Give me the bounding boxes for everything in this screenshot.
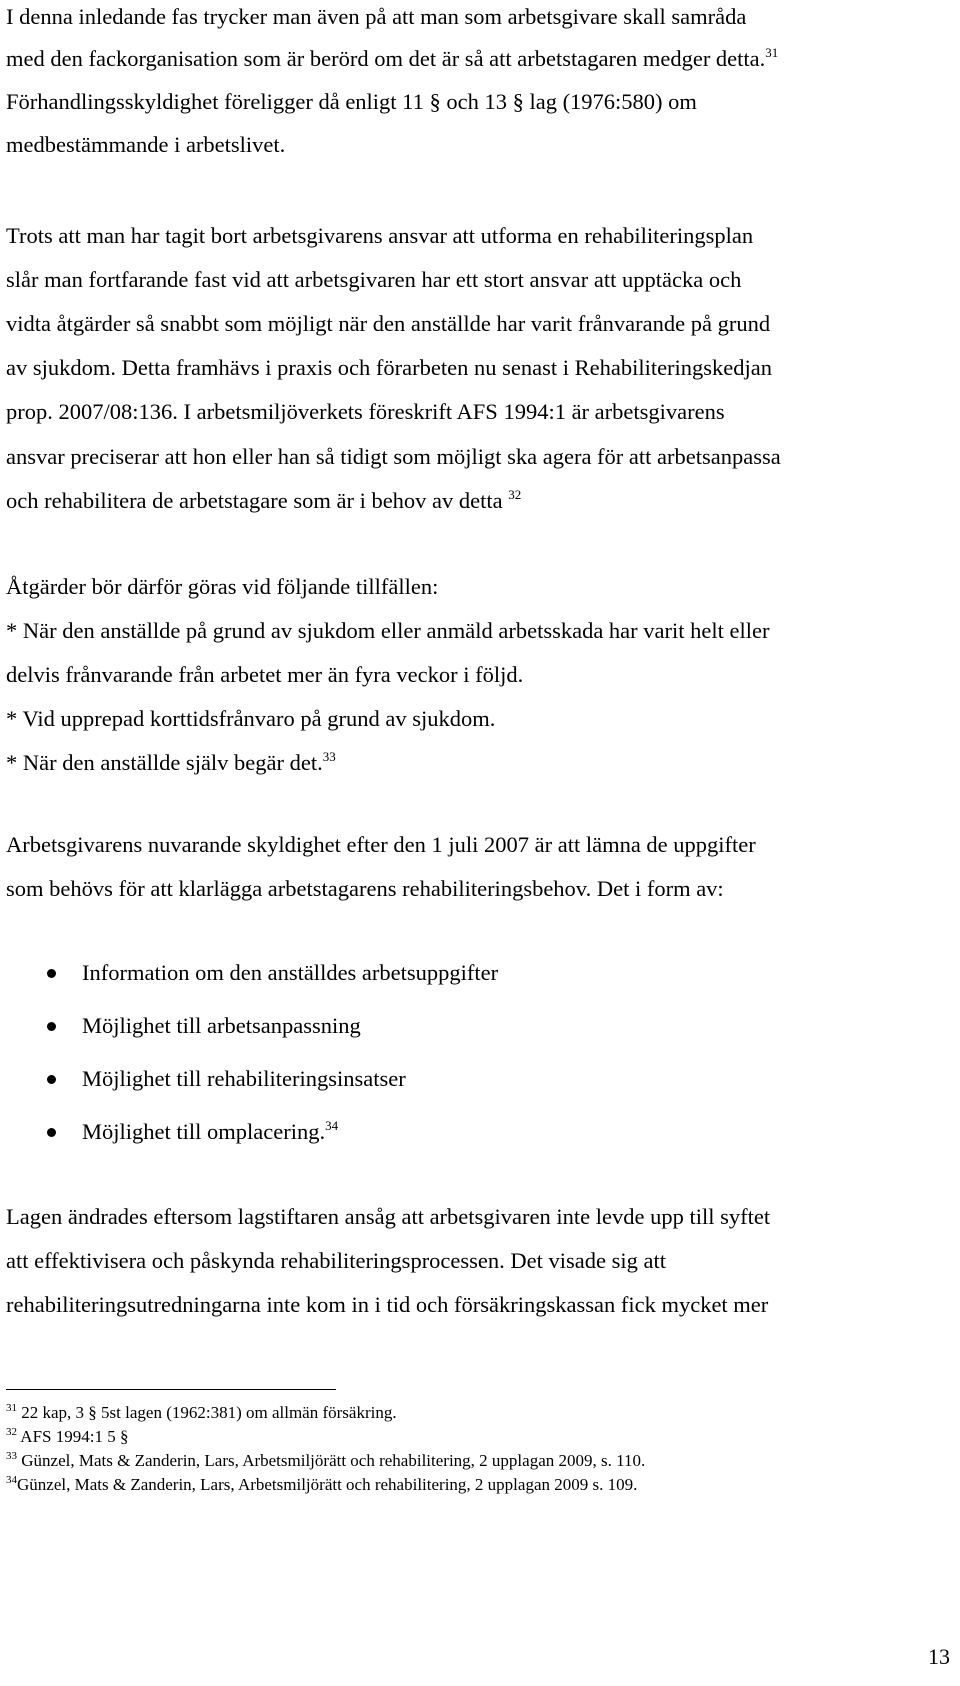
paragraph-1-line [6,45,779,71]
paragraph-3-line: delvis frånvarande från arbetet mer än fyra veckor i följd. [6,662,524,687]
footnote-text: Günzel, Mats & Zanderin, Lars, Arbetsmiljörätt och rehabilitering, 2 upplagan 2009 s. 109. [17,1475,638,1494]
footnote-31 [6,1404,397,1421]
paragraph-3-line-text: * När den anställde själv begär det. [6,750,323,775]
paragraph-4-line: som behövs för att klarlägga arbetstagarens rehabiliteringsbehov. Det i form av: [6,876,724,901]
paragraph-3-line: * Vid upprepad korttidsfrånvaro på grund av sjukdom. [6,706,496,731]
paragraph-2-line-text: och rehabilitera de arbetstagare som är i behov av detta [6,488,503,513]
paragraph-2-line: vidta åtgärder så snabbt som möjligt när den anställde har varit frånvarande på grund [6,311,771,336]
bullet-item [82,1118,339,1144]
paragraph-1-line: Förhandlingsskyldighet föreligger då enligt 11 § och 13 § lag (1976:580) om [6,89,697,114]
footnote-text: 22 kap, 3 § 5st lagen (1962:381) om allmän försäkring. [17,1403,397,1422]
footnote-ref-34: 34 [325,1118,339,1133]
paragraph-5-line: att effektivisera och påskynda rehabiliteringsprocessen. Det visade sig att [6,1248,666,1273]
footnote-33 [6,1452,645,1469]
footnote-number: 32 [6,1426,17,1438]
footnote-ref-33: 33 [322,749,336,764]
footnote-34 [6,1476,637,1493]
footnote-text: AFS 1994:1 5 § [17,1427,129,1446]
bullet-item: Möjlighet till rehabiliteringsinsatser [82,1066,406,1091]
footnote-number: 31 [6,1402,17,1414]
footnote-32 [6,1428,128,1445]
footnote-number: 34 [6,1474,17,1486]
paragraph-1-line: I denna inledande fas trycker man även på att man som arbetsgivare skall samråda [6,4,747,29]
paragraph-4-line: Arbetsgivarens nuvarande skyldighet efter den 1 juli 2007 är att lämna de uppgifter [6,832,756,857]
footnote-text: Günzel, Mats & Zanderin, Lars, Arbetsmiljörätt och rehabilitering, 2 upplagan 2009, s. 110. [17,1451,646,1470]
footnote-number: 33 [6,1450,17,1462]
bullet-item-text: Möjlighet till omplacering. [82,1119,326,1144]
paragraph-2-line: av sjukdom. Detta framhävs i praxis och förarbeten nu senast i Rehabiliteringskedjan [6,355,773,380]
footnote-separator [6,1389,336,1390]
bullet-dot-icon [47,969,56,978]
footnote-ref-32: 32 [508,487,522,502]
paragraph-3-line: * När den anställde på grund av sjukdom eller anmäld arbetsskada har varit helt eller [6,618,770,643]
bullet-item: Möjlighet till arbetsanpassning [82,1013,361,1038]
paragraph-1-line-text: med den fackorganisation som är berörd om det är så att arbetstagaren medger detta. [6,46,766,71]
bullet-dot-icon [47,1022,56,1031]
paragraph-3-line [6,749,336,775]
bullet-dot-icon [47,1075,56,1084]
paragraph-5-line: Lagen ändrades eftersom lagstiftaren ansåg att arbetsgivaren inte levde upp till syftet [6,1204,771,1229]
bullet-dot-icon [47,1128,56,1137]
paragraph-2-line [6,487,522,513]
page-number: 13 [928,1644,950,1669]
footnote-ref-31: 31 [765,45,779,60]
paragraph-1-line: medbestämmande i arbetslivet. [6,132,286,157]
paragraph-3-line: Åtgärder bör därför göras vid följande tillfällen: [6,574,439,599]
paragraph-2-line: slår man fortfarande fast vid att arbetsgivaren har ett stort ansvar att upptäcka och [6,267,742,292]
paragraph-2-line: prop. 2007/08:136. I arbetsmiljöverkets föreskrift AFS 1994:1 är arbetsgivarens [6,399,725,424]
paragraph-2-line: ansvar preciserar att hon eller han så tidigt som möjligt ska agera för att arbetsanpassa [6,444,781,469]
paragraph-2-line: Trots att man har tagit bort arbetsgivarens ansvar att utforma en rehabiliteringsplan [6,223,754,248]
paragraph-5-line: rehabiliteringsutredningarna inte kom in i tid och försäkringskassan fick mycket mer [6,1292,769,1317]
bullet-item: Information om den anställdes arbetsuppgifter [82,960,499,985]
